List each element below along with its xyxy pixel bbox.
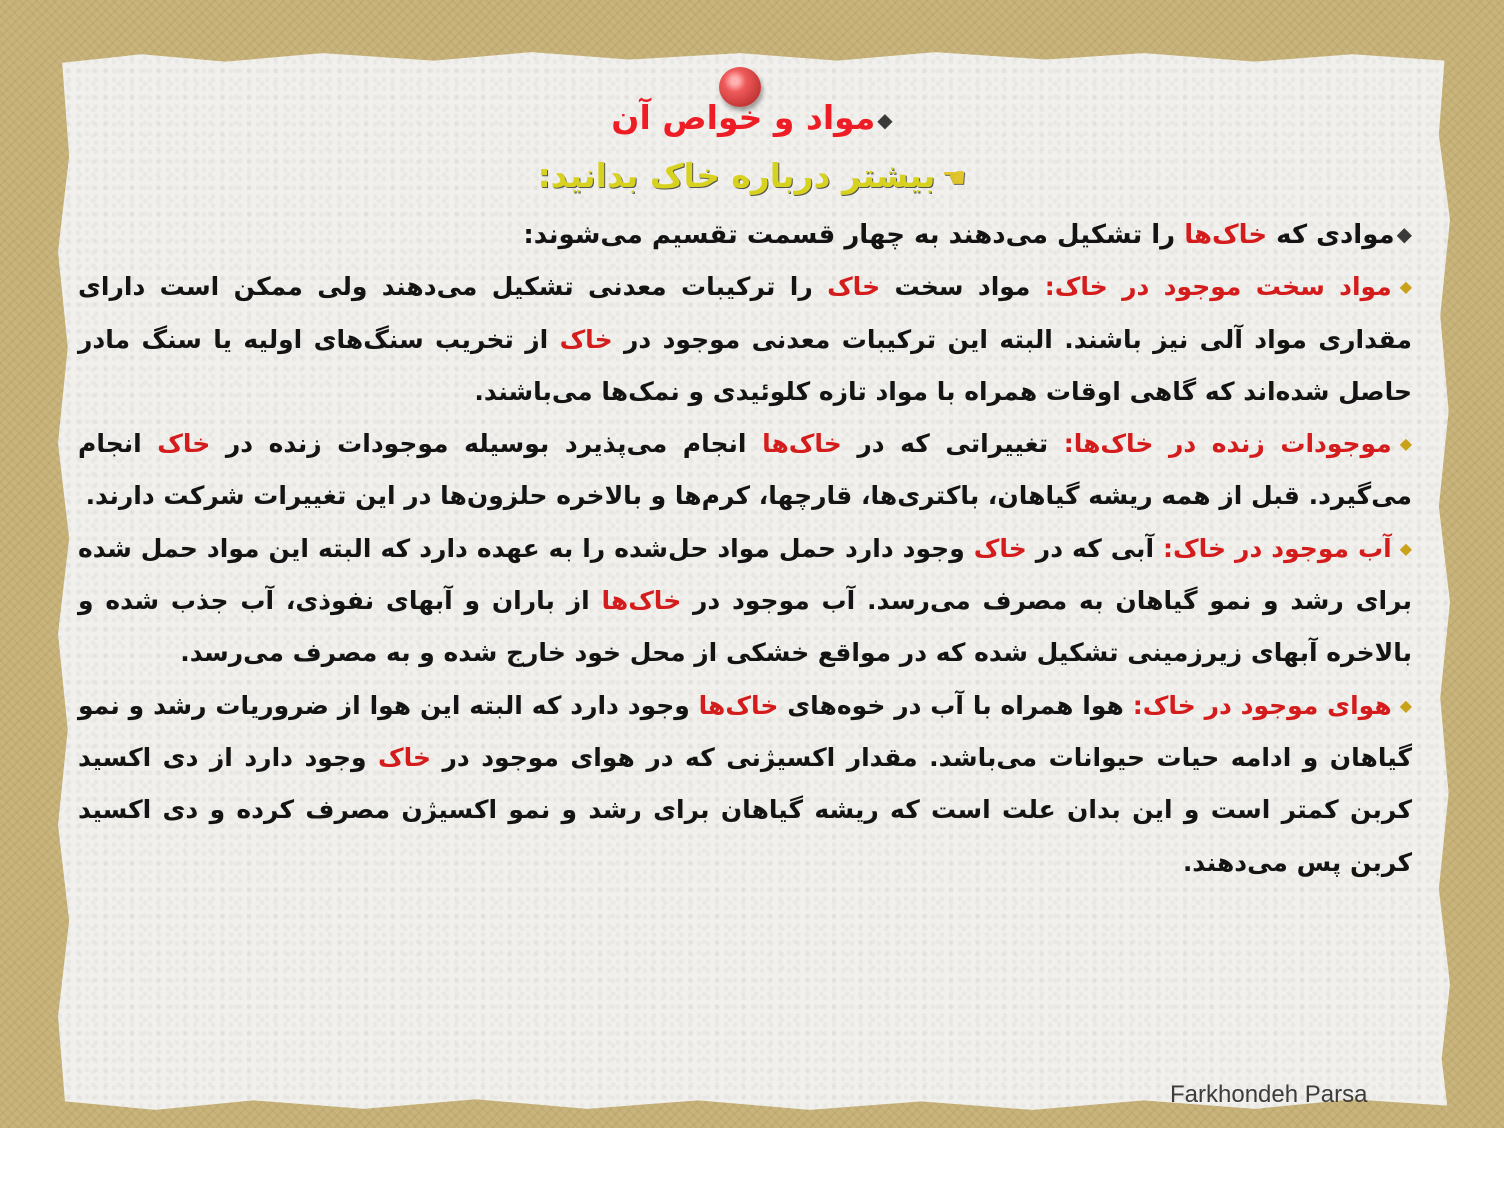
highlight-word: خاک‌ها xyxy=(601,586,682,616)
highlight-word: خاک xyxy=(973,533,1027,563)
section-air: ◆هوای موجود در خاک: هوا همراه با آب در خوه‌های خاک‌ها وجود دارد که البته این هوا از ضروریات رشد و نمو گیاهان و ادامه حیات حیوانات می‌باشد. مقدار اکسیژنی که در هوای موجود در خاک وجود دارد از دی اکسید کربن کمتر است و این بدان علت است که ریشه گیاهان برای رشد و نمو اکسیژن مصرف کرده و دی اکسید کربن پس می‌دهند. xyxy=(78,680,1412,889)
author-credit: Farkhondeh Parsa xyxy=(1170,1081,1368,1108)
small-diamond-bullet-icon: ◆ xyxy=(1399,538,1412,558)
section-heading: موجودات زنده در خاک‌ها: xyxy=(1063,429,1392,459)
slide-subtitle xyxy=(0,154,1504,200)
highlight-word: خاک‌ها xyxy=(698,690,779,720)
small-diamond-bullet-icon: ◆ xyxy=(1399,434,1412,454)
highlight-word: خاک xyxy=(827,272,881,302)
section-solids: ◆مواد سخت موجود در خاک: مواد سخت خاک را ترکیبات معدنی تشکیل می‌دهند ولی ممکن است دارای مقداری مواد آلی نیز باشند. البته این ترکیبات معدنی موجود در خاک از تخریب سنگ‌های اولیه یا سنگ مادر حاصل شده‌اند که گاهی اوقات همراه با مواد تازه کلوئیدی و نمک‌ها می‌باشند. xyxy=(78,261,1412,418)
highlight-word: خاک xyxy=(157,429,211,459)
section-water: ◆آب موجود در خاک: آبی که در خاک وجود دارد حمل مواد حل‌شده را به عهده دارد که البته این مواد حمل شده برای رشد و نمو گیاهان به مصرف می‌رسد. آب موجود در خاک‌ها از باران و آبهای نفوذی، آب جذب شده و بالاخره آبهای زیرزمینی تشکیل شده که در مواقع خشکی از محل خود خارج شده و به مصرف می‌رسد. xyxy=(78,523,1412,680)
small-diamond-bullet-icon: ◆ xyxy=(1399,695,1412,715)
section-organisms: ◆موجودات زنده در خاک‌ها: تغییراتی که در خاک‌ها انجام می‌پذیرد بوسیله موجودات زنده در خاک انجام می‌گیرد. قبل از همه ریشه گیاهان، باکتری‌ها، قارچها، کرم‌ها و بالاخره حلزون‌ها در این تغییرات شرکت دارند. xyxy=(78,418,1412,523)
subtitle-text: بیشتر درباره خاک بدانید: xyxy=(537,156,936,195)
section-heading: مواد سخت موجود در خاک: xyxy=(1044,272,1392,302)
section-heading: آب موجود در خاک: xyxy=(1163,533,1392,563)
section-heading: هوای موجود در خاک: xyxy=(1132,690,1392,720)
intro-paragraph: ◆موادی که خاک‌ها را تشکیل می‌دهند به چهار قسمت تقسیم می‌شوند: xyxy=(78,208,1412,261)
highlight-word: خاک‌ها xyxy=(1184,220,1268,250)
slide-title xyxy=(0,96,1504,142)
title-text: مواد و خواص آن xyxy=(611,98,876,137)
highlight-word: خاک xyxy=(378,742,432,772)
small-diamond-bullet-icon: ◆ xyxy=(1399,277,1412,297)
diamond-bullet-icon: ◆ xyxy=(877,108,893,132)
highlight-word: خاک xyxy=(559,324,613,354)
pointing-hand-icon: ☚ xyxy=(941,161,967,194)
diamond-bullet-icon: ◆ xyxy=(1396,222,1412,246)
highlight-word: خاک‌ها xyxy=(762,429,842,459)
content-body xyxy=(78,208,1412,889)
